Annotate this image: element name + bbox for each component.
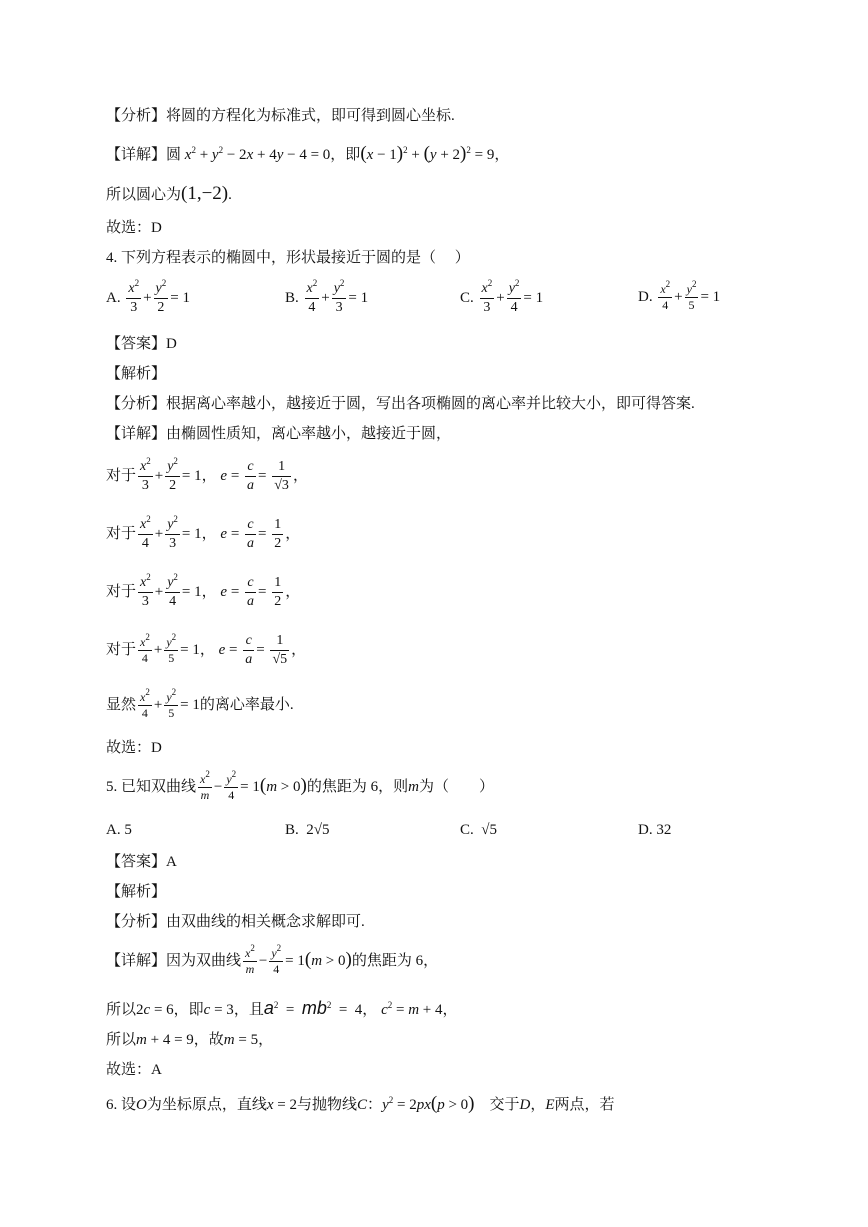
q3-choice: 故选：D [106,220,162,236]
q4-e-row-3: 对于 $\frac{x^2}{3}$ + $\frac{y^2}{4}$ = 1， e = $\frac{c}{a}$ = $\frac{1}{2}$ ， [106,572,301,609]
q4-explain-tag: 【解析】 [106,366,167,382]
q4-e-row-4: 对于 $\frac{x^2}{4}$ + $\frac{y^2}{5}$ = 1， e = $\frac{c}{a}$ = $\frac{1}{√5}$ ， [106,632,307,667]
q5-answer: 【答案】A [106,854,177,870]
q5-option-d: D. 32 [638,822,672,838]
q4-analysis: 【分析】根据离心率越小，越接近于圆，写出各项椭圆的离心率并比较大小，即可得答案. [106,396,695,412]
q4-answer: 【答案】D [106,336,177,352]
q5-option-b: B. 2√5 [285,822,330,838]
q6-stem: 6. 设O为坐标原点，直线x = 2与抛物线C：$y^2 = 2px(p > 0)$ 交于D，E两点，若 [106,1093,615,1114]
q5-stem: 5. 已知双曲线 $\frac{x^2}{m}$ − $\frac{y^2}{4}$ = 1(m > 0)的焦距为 6，则m为（ ） [106,769,494,802]
q4-detail: 【详解】由椭圆性质知，离心率越小，越接近于圆， [106,426,452,442]
q4-e-row-1: 对于 $\frac{x^2}{3}$ + $\frac{y^2}{2}$ = 1， e = $\frac{c}{a}$ = $\frac{1}{√3}$ ， [106,456,308,493]
q3-center: 所以圆心为(1,−2). [106,183,232,204]
q5-choice: 故选：A [106,1062,162,1078]
q4-option-a: A. $\frac{x^2}{3}$ + $\frac{y^2}{2}$ = 1 [106,278,190,315]
q5-option-a: A. 5 [106,822,132,838]
q3-analysis: 【分析】将圆的方程化为标准式，即可得到圆心坐标. [106,108,455,124]
q5-detail: 【详解】因为双曲线 $\frac{x^2}{m}$ − $\frac{y^2}{4}$ = 1(m > 0)的焦距为 6， [106,943,439,976]
q4-e-row-2: 对于 $\frac{x^2}{4}$ + $\frac{y^2}{3}$ = 1， e = $\frac{c}{a}$ = $\frac{1}{2}$ ， [106,514,301,551]
q4-option-d: D. $\frac{x^2}{4}$ + $\frac{y^2}{5}$ = 1 [638,279,721,312]
q4-option-c: C. $\frac{x^2}{3}$ + $\frac{y^2}{4}$ = 1 [460,278,544,315]
q5-derivation-1: 所以2c = 6，即c = 3，且$a^2 = mb^2 = 4$， $c^2 = m + 4$， [106,998,458,1018]
q5-derivation-2: 所以m + 4 = 9，故m = 5， [106,1032,274,1048]
q5-analysis: 【分析】由双曲线的相关概念求解即可. [106,914,365,930]
q4-option-b: B. $\frac{x^2}{4}$ + $\frac{y^2}{3}$ = 1 [285,278,369,315]
q4-stem: 4. 下列方程表示的椭圆中，形状最接近于圆的是（ ） [106,250,470,266]
q5-explain-tag: 【解析】 [106,884,167,900]
q3-detail: 【详解】圆 $x^2 + y^2 - 2x + 4y - 4 = 0$，即$(x - 1)^2 + (y + 2)^2 = 9$， [106,143,510,164]
q5-option-c: C. √5 [460,822,497,838]
q4-choice: 故选：D [106,740,162,756]
q4-conclusion: 显然 $\frac{x^2}{4}$ + $\frac{y^2}{5}$ = 1的离心率最小. [106,687,294,720]
